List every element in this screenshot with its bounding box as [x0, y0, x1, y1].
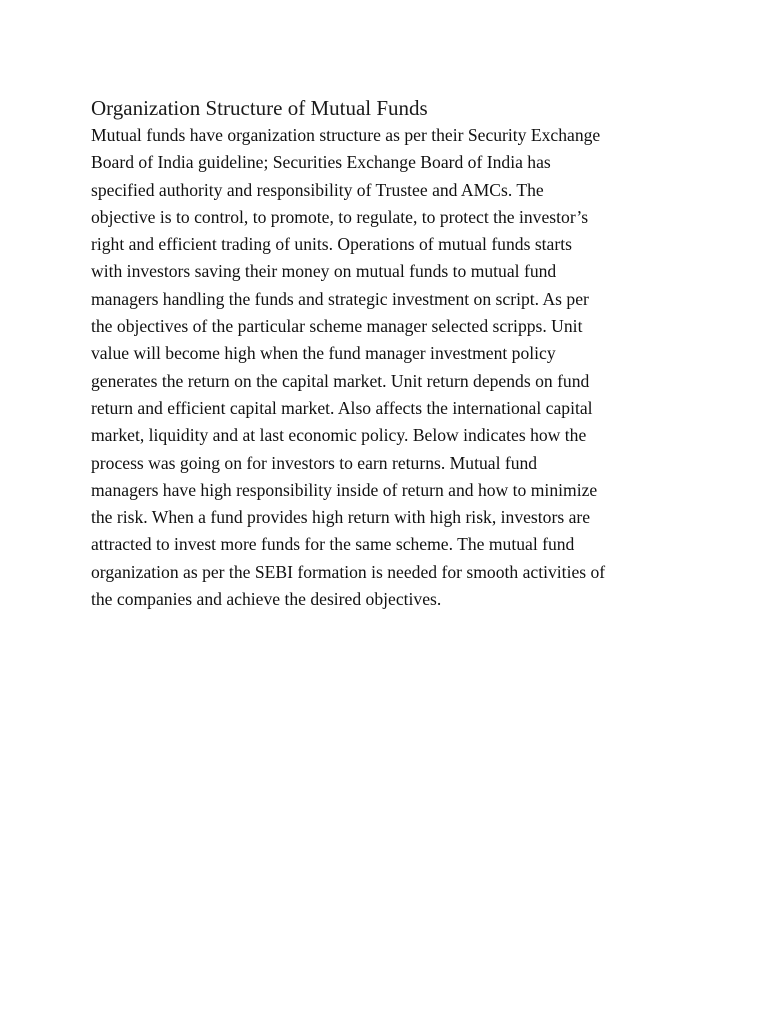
paragraph-line: Board of India guideline; Securities Exchange Board of India has — [91, 152, 551, 173]
paragraph-line: right and efficient trading of units. Operations of mutual funds starts — [91, 234, 572, 255]
document-content — [91, 94, 671, 613]
paragraph-line: attracted to invest more funds for the same scheme. The mutual fund — [91, 534, 575, 555]
paragraph-line: value will become high when the fund manager investment policy — [91, 343, 556, 364]
paragraph-line: the companies and achieve the desired objectives. — [91, 589, 442, 610]
paragraph-line: market, liquidity and at last economic policy. Below indicates how the — [91, 425, 587, 446]
paragraph-line: organization as per the SEBI formation is needed for smooth activities of — [91, 561, 606, 582]
paragraph-line: generates the return on the capital market. Unit return depends on fund — [91, 370, 590, 391]
paragraph-line: specified authority and responsibility of Trustee and AMCs. The — [91, 179, 544, 200]
paragraph-line: the objectives of the particular scheme manager selected scripps. Unit — [91, 316, 583, 337]
paragraph-line: process was going on for investors to earn returns. Mutual fund — [91, 452, 538, 473]
page-title: Organization Structure of Mutual Funds — [91, 96, 428, 120]
paragraph-line: the risk. When a fund provides high return with high risk, investors are — [91, 507, 591, 528]
paragraph-line: objective is to control, to promote, to regulate, to protect the investor’s — [91, 206, 589, 227]
paragraph-line: with investors saving their money on mutual funds to mutual fund — [91, 261, 557, 282]
paragraph-line: managers have high responsibility inside of return and how to minimize — [91, 479, 598, 500]
body-paragraph — [91, 122, 671, 613]
paragraph-line: return and efficient capital market. Also affects the international capital — [91, 397, 593, 418]
paragraph-line: managers handling the funds and strategic investment on script. As per — [91, 288, 589, 309]
paragraph-line: Mutual funds have organization structure as per their Security Exchange — [91, 125, 601, 145]
